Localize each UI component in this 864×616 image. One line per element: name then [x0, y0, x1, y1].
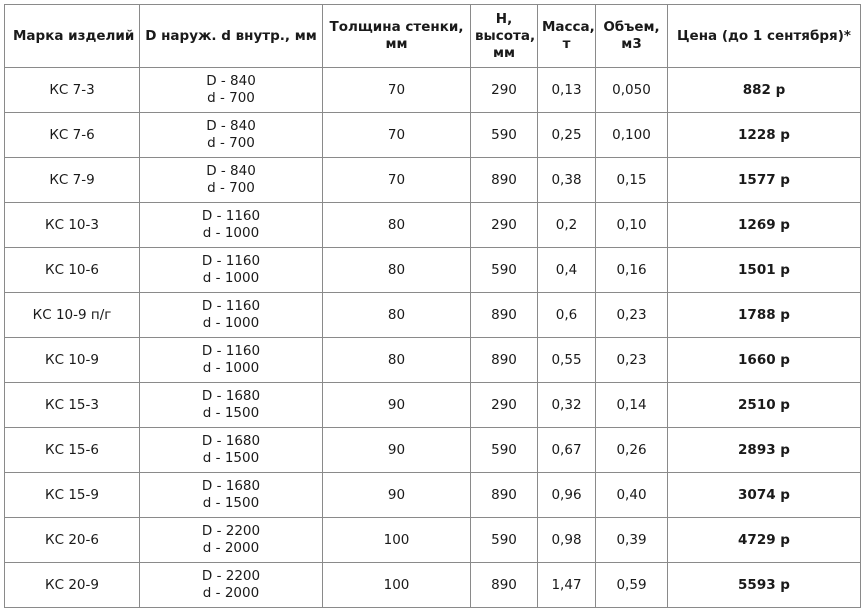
cell-outer-diameter: D - 1160: [201, 208, 261, 224]
cell-inner-diameter: d - 1000: [202, 315, 260, 331]
price-table: [4, 4, 861, 608]
cell-price: 1228 р: [668, 113, 861, 158]
cell-mass: 0,38: [538, 158, 596, 203]
cell-mark: КС 10-9: [5, 338, 140, 383]
cell-price: 1269 р: [668, 203, 861, 248]
cell-diameter: [140, 248, 323, 293]
cell-mass: 0,55: [538, 338, 596, 383]
cell-height: 890: [471, 293, 538, 338]
cell-volume: 0,23: [596, 293, 668, 338]
cell-mass: 0,6: [538, 293, 596, 338]
cell-mass: 0,4: [538, 248, 596, 293]
cell-volume: 0,23: [596, 338, 668, 383]
cell-price: 5593 р: [668, 563, 861, 608]
cell-inner-diameter: d - 700: [207, 135, 255, 151]
cell-outer-diameter: D - 1160: [201, 343, 261, 359]
cell-height: 590: [471, 428, 538, 473]
header-mark: Марка изделий: [5, 5, 140, 68]
cell-wall: 100: [323, 563, 471, 608]
cell-height: 290: [471, 383, 538, 428]
cell-diameter: [140, 563, 323, 608]
cell-volume: 0,15: [596, 158, 668, 203]
cell-mark: КС 20-6: [5, 518, 140, 563]
cell-diameter: [140, 68, 323, 113]
cell-inner-diameter: d - 1500: [202, 450, 260, 466]
header-wall: Толщина стенки, мм: [323, 5, 471, 68]
cell-inner-diameter: d - 1000: [202, 270, 260, 286]
cell-mass: 0,67: [538, 428, 596, 473]
cell-volume: 0,10: [596, 203, 668, 248]
cell-wall: 90: [323, 473, 471, 518]
cell-diameter: [140, 113, 323, 158]
cell-volume: 0,16: [596, 248, 668, 293]
cell-mark: КС 10-3: [5, 203, 140, 248]
header-volume: Объем, м3: [596, 5, 668, 68]
cell-price: 2510 р: [668, 383, 861, 428]
cell-outer-diameter: D - 1160: [201, 298, 261, 314]
table-row: [5, 113, 861, 158]
cell-wall: 80: [323, 338, 471, 383]
cell-mass: 0,96: [538, 473, 596, 518]
cell-wall: 70: [323, 113, 471, 158]
cell-diameter: [140, 158, 323, 203]
cell-wall: 80: [323, 293, 471, 338]
table-row: [5, 248, 861, 293]
header-diameter: D наруж. d внутр., мм: [140, 5, 323, 68]
cell-height: 290: [471, 203, 538, 248]
cell-diameter: [140, 338, 323, 383]
cell-mass: 0,13: [538, 68, 596, 113]
cell-mass: 0,2: [538, 203, 596, 248]
cell-mark: КС 10-6: [5, 248, 140, 293]
cell-outer-diameter: D - 1160: [201, 253, 261, 269]
cell-diameter: [140, 428, 323, 473]
cell-inner-diameter: d - 1500: [202, 495, 260, 511]
cell-volume: 0,050: [596, 68, 668, 113]
cell-price: 4729 р: [668, 518, 861, 563]
cell-outer-diameter: D - 840: [206, 163, 256, 179]
cell-mass: 0,98: [538, 518, 596, 563]
cell-wall: 80: [323, 203, 471, 248]
table-row: [5, 518, 861, 563]
cell-wall: 70: [323, 158, 471, 203]
cell-inner-diameter: d - 1000: [202, 360, 260, 376]
cell-height: 290: [471, 68, 538, 113]
cell-wall: 90: [323, 383, 471, 428]
cell-price: 2893 р: [668, 428, 861, 473]
cell-price: 1788 р: [668, 293, 861, 338]
table-row: [5, 203, 861, 248]
cell-mark: КС 20-9: [5, 563, 140, 608]
cell-volume: 0,100: [596, 113, 668, 158]
cell-inner-diameter: d - 1000: [202, 225, 260, 241]
cell-mass: 1,47: [538, 563, 596, 608]
table-body: [5, 68, 861, 608]
cell-price: 882 р: [668, 68, 861, 113]
cell-outer-diameter: D - 2200: [201, 523, 261, 539]
cell-volume: 0,26: [596, 428, 668, 473]
cell-volume: 0,40: [596, 473, 668, 518]
cell-inner-diameter: d - 1500: [202, 405, 260, 421]
cell-price: 1501 р: [668, 248, 861, 293]
cell-mass: 0,25: [538, 113, 596, 158]
cell-price: 1660 р: [668, 338, 861, 383]
cell-diameter: [140, 473, 323, 518]
cell-volume: 0,14: [596, 383, 668, 428]
cell-mark: КС 15-3: [5, 383, 140, 428]
cell-mass: 0,32: [538, 383, 596, 428]
cell-wall: 100: [323, 518, 471, 563]
cell-outer-diameter: D - 840: [206, 118, 256, 134]
header-height: H, высота, мм: [471, 5, 538, 68]
cell-price: 1577 р: [668, 158, 861, 203]
header-price: Цена (до 1 сентября)*: [668, 5, 861, 68]
cell-outer-diameter: D - 840: [206, 73, 256, 89]
table-row: [5, 473, 861, 518]
cell-mark: КС 7-9: [5, 158, 140, 203]
cell-outer-diameter: D - 1680: [201, 433, 261, 449]
cell-height: 890: [471, 473, 538, 518]
header-mass: Масса, т: [538, 5, 596, 68]
table-row: [5, 383, 861, 428]
cell-mark: КС 7-3: [5, 68, 140, 113]
table-row: [5, 158, 861, 203]
cell-diameter: [140, 383, 323, 428]
cell-outer-diameter: D - 1680: [201, 388, 261, 404]
cell-mark: КС 10-9 п/г: [5, 293, 140, 338]
cell-height: 890: [471, 563, 538, 608]
cell-volume: 0,39: [596, 518, 668, 563]
cell-height: 890: [471, 158, 538, 203]
cell-height: 590: [471, 248, 538, 293]
table-row: [5, 68, 861, 113]
cell-mark: КС 15-6: [5, 428, 140, 473]
table-row: [5, 428, 861, 473]
table-row: [5, 563, 861, 608]
cell-outer-diameter: D - 1680: [201, 478, 261, 494]
cell-mark: КС 7-6: [5, 113, 140, 158]
cell-wall: 80: [323, 248, 471, 293]
cell-inner-diameter: d - 700: [207, 90, 255, 106]
table-row: [5, 293, 861, 338]
cell-inner-diameter: d - 700: [207, 180, 255, 196]
table-row: [5, 338, 861, 383]
cell-height: 590: [471, 113, 538, 158]
cell-wall: 90: [323, 428, 471, 473]
cell-diameter: [140, 518, 323, 563]
table-header-row: [5, 5, 861, 68]
cell-height: 890: [471, 338, 538, 383]
cell-outer-diameter: D - 2200: [201, 568, 261, 584]
cell-wall: 70: [323, 68, 471, 113]
cell-height: 590: [471, 518, 538, 563]
cell-inner-diameter: d - 2000: [202, 540, 260, 556]
cell-mark: КС 15-9: [5, 473, 140, 518]
cell-price: 3074 р: [668, 473, 861, 518]
cell-diameter: [140, 293, 323, 338]
cell-inner-diameter: d - 2000: [202, 585, 260, 601]
cell-volume: 0,59: [596, 563, 668, 608]
cell-diameter: [140, 203, 323, 248]
